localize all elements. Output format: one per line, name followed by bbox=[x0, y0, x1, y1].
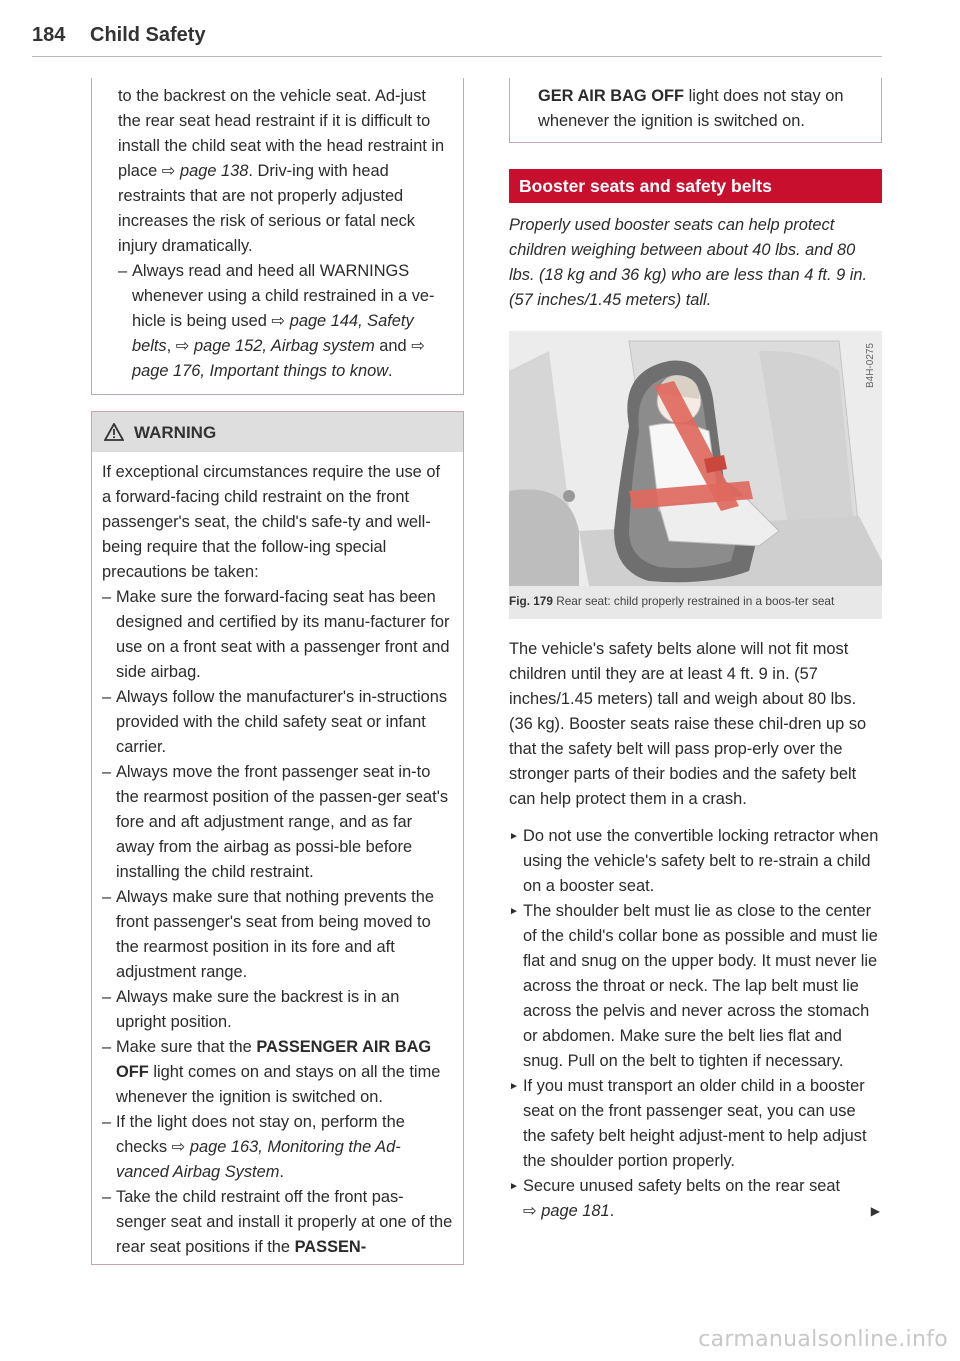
list-item bbox=[102, 1185, 453, 1260]
section-intro: Properly used booster seats can help protect children weighing between about 40 lbs. and 80 lbs. (18 kg and 36 kg) who are less than 4 ft. 9 in. (57 inches/1.45 meters) tall. bbox=[509, 216, 868, 309]
warning-title: WARNING bbox=[134, 422, 217, 442]
warning-continuation-box bbox=[509, 78, 882, 143]
list-item: ► Secure unused safety belts on the rear seat ⇨ page 181. ▶ bbox=[509, 1174, 882, 1224]
warning-list bbox=[102, 585, 453, 1260]
watermark: carmanualsonline.info bbox=[698, 1327, 948, 1352]
list-item: – Always follow the manufacturer's in-structions provided with the child safety seat or infant carrier. bbox=[102, 685, 453, 760]
warning-icon bbox=[104, 423, 124, 441]
instruction-list bbox=[509, 824, 882, 1224]
figure-caption bbox=[509, 586, 882, 619]
item-text: If the light does not stay on, perform the checks bbox=[116, 1113, 405, 1156]
caption-text: Rear seat: child properly restrained in a boos-ter seat bbox=[556, 594, 835, 608]
continued-warning-box bbox=[91, 78, 464, 395]
list-item: ► Do not use the convertible locking retractor when using the vehicle's safety belt to re-strain a child on a booster seat. bbox=[509, 824, 882, 899]
and-text: and bbox=[379, 337, 407, 355]
item-text: Make sure that the bbox=[116, 1038, 252, 1056]
page-number: 184 bbox=[32, 24, 66, 46]
list-item: ► If you must transport an older child in a booster seat on the front passenger seat, you can use the safety belt height adjust-ment to help adjust the shoulder portion properly. bbox=[509, 1074, 882, 1174]
page-title: Child Safety bbox=[90, 24, 206, 46]
figure-code: B4H-0275 bbox=[865, 343, 876, 389]
list-item bbox=[102, 1035, 453, 1110]
item-text: Secure unused safety belts on the rear seat bbox=[523, 1177, 841, 1195]
box-text: to the backrest on the vehicle seat. Ad-just the rear seat head restraint if it is difficult to install the child seat with the head restraint in place bbox=[118, 87, 445, 180]
list-item: – Make sure the forward-facing seat has been designed and certified by its manu-facturer for use on a front seat with a passenger front and side airbag. bbox=[102, 585, 453, 685]
paragraph-text: The vehicle's safety belts alone will not fit most children until they are at least 4 ft. 9 in. (57 inches/1.45 meters) tall and weigh about 80 lbs. (36 kg). Booster seats raise these chil-dren up so that the safety belt will pass prop-erly over the stronger parts of their bodies and the safety belt can help protect them in a crash. bbox=[509, 640, 867, 808]
continuation-text: light does not stay on whenever the ignition is switched on. bbox=[538, 87, 844, 130]
item-text: Always read and heed all WARNINGS whenever using a child restrained in a ve-hicle is being used bbox=[132, 262, 435, 330]
page-ref-138[interactable]: ⇨ page 138 bbox=[161, 162, 249, 180]
list-item: – Always make sure that nothing prevents the front passenger's seat from being moved to the rearmost position in its fore and aft adjustment range. bbox=[102, 885, 453, 985]
section-heading: Booster seats and safety belts bbox=[509, 169, 882, 203]
page-ref-152[interactable]: ⇨ page 152, Airbag system bbox=[175, 337, 375, 355]
list-item: ► The shoulder belt must lie as close to the center of the child's collar bone as possible and must lie flat and snug on the upper body. It must never lie across the throat or neck. The lap belt must lie across the pelvis and never across the stomach or abdomen. Make sure the belt lies flat and snug. Pull on the belt to tighten if necessary. bbox=[509, 899, 882, 1074]
booster-seat-illustration bbox=[509, 331, 882, 586]
warning-intro: If exceptional circumstances require the use of a forward-facing child restraint on the front passenger's seat, the child's safe-ty and well-being require that the follow-ing special precautions be taken: bbox=[102, 463, 441, 581]
box-paragraph bbox=[118, 84, 451, 259]
indicator-name: PASSENGER AIR BAG OFF bbox=[116, 1038, 432, 1081]
indicator-name: GER AIR BAG OFF bbox=[538, 87, 684, 105]
warning-body bbox=[92, 452, 463, 1264]
warning-header bbox=[92, 412, 463, 452]
page-header bbox=[32, 22, 882, 57]
page-ref-144[interactable]: ⇨ page 144, Safety belts bbox=[132, 312, 414, 355]
box-text-2: . Driv-ing with head restraints that are not properly adjusted increases the risk of serious or fatal neck injury dramatically. bbox=[118, 162, 415, 255]
page-ref-181[interactable]: ⇨ page 181 bbox=[523, 1202, 610, 1220]
warning-box bbox=[91, 411, 464, 1265]
list-item: – If the light does not stay on, perform the checks ⇨ page 163, Monitoring the Ad-vanced Airbag System. bbox=[102, 1110, 453, 1185]
continue-arrow-icon: ▶ bbox=[870, 1204, 880, 1218]
body-paragraph bbox=[509, 637, 882, 812]
list-item: – Always make sure the backrest is in an upright position. bbox=[102, 985, 453, 1035]
box-list bbox=[118, 259, 451, 384]
right-column bbox=[509, 78, 882, 1224]
figure-label: Fig. 179 bbox=[509, 594, 553, 608]
left-column bbox=[91, 78, 464, 1265]
item-text: Take the child restraint off the front pas-senger seat and install it properly at one of the rear seat positions if the bbox=[116, 1188, 453, 1256]
indicator-name: PASSEN- bbox=[294, 1238, 367, 1256]
item-text: light comes on and stays on all the time whenever the ignition is switched on. bbox=[116, 1063, 441, 1106]
list-item: – Always read and heed all WARNINGS whenever using a child restrained in a ve-hicle is being used ⇨ page 144, Safety belts, ⇨ page 152, Airbag system and ⇨ page 176, Important things to know. bbox=[118, 259, 451, 384]
figure-booster-seat bbox=[509, 331, 882, 586]
list-item: – Always move the front passenger seat in-to the rearmost position of the passen-ger seat's fore and aft adjustment range, and as far away from the airbag as possi-ble before installing the child restraint. bbox=[102, 760, 453, 885]
page-ref-163[interactable]: ⇨ page 163, Monitoring the Ad-vanced Airbag System bbox=[116, 1138, 401, 1181]
page-ref-176[interactable]: ⇨ page 176, Important things to know bbox=[132, 337, 425, 380]
